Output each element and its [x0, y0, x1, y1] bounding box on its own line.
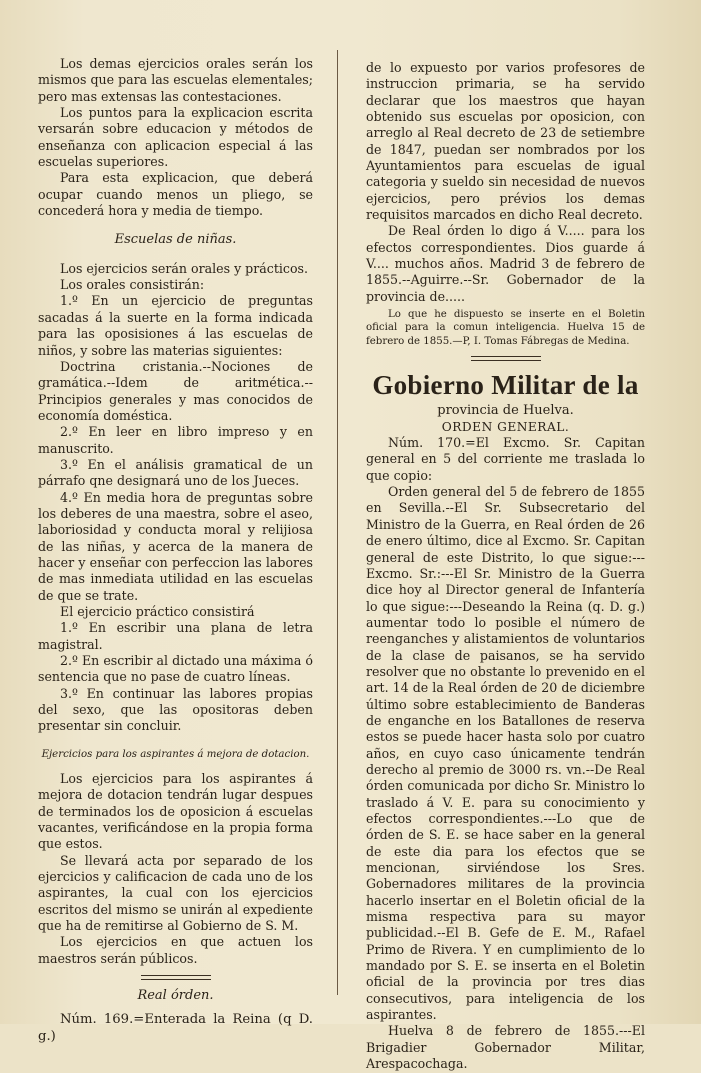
- paragraph: de lo expuesto por varios profesores de instruccion primaria, se ha servido declarar que los maestros que hayan obtenido sus escuelas por oposicion, con arreglo al Real decreto de 23 de setiembre de 1847, puedan ser nombrados por los Ayuntamientos para escuelas de igual categoria y sueldo sin necesidad de nuevos ejercicios, pero prévios los demas requisitos marcados en dicho Real decreto.: [366, 60, 645, 223]
- paragraph: 1.º En escribir una plana de letra magistral.: [38, 620, 313, 652]
- paragraph: Los ejercicios en que actuen los maestros serán públicos.: [38, 934, 313, 966]
- paragraph: Los puntos para la explicacion escrita versarán sobre educacion y métodos de enseñanza con aplicacion especial á las escuelas superiores.: [38, 105, 313, 170]
- paragraph: 3.º En continuar las labores propias del sexo, que las opositoras deben presentar sin concluir.: [38, 685, 313, 734]
- section-heading: Ejercicios para los aspirantes á mejora de dotacion.: [41, 748, 310, 760]
- paragraph: Los ejercicios serán orales y prácticos.: [60, 260, 309, 276]
- paragraph: Los ejercicios para los aspirantes á mejora de dotacion tendrán lugar despues de terminados los de oposicion á escuelas vacantes, verificándose en la propia forma que estos.: [38, 770, 313, 852]
- column-divider: [337, 50, 338, 995]
- notice-paragraph: Lo que he dispuesto se inserte en el Boletin oficial para la comun inteligencia. Huelva 15 de febrero de 1855.—P, I. Tomas Fábregas de Medina.: [366, 309, 645, 347]
- paragraph: 2.º En escribir al dictado una máxima ó sentencia que no pase de cuatro líneas.: [38, 653, 313, 685]
- paragraph: El ejercicio práctico consistirá: [60, 604, 255, 619]
- section-subtitle: provincia de Huelva.: [437, 402, 574, 418]
- paragraph: 1.º En un ejercicio de preguntas sacadas á la suerte en la forma indicada para las oposisiones á las escuelas de niños, y sobre las materias siguientes:: [38, 293, 313, 358]
- section-heading: Real órden.: [137, 988, 214, 1004]
- paragraph: Orden general del 5 de febrero de 1855 en Sevilla.--El Sr. Subsecretario del Ministro de la Guerra, en Real órden de 26 de enero último, dice al Excmo. Sr. Capitan general de este Distrito, lo que sigue:---Excmo. Sr.:---El Sr. Ministro de la Guerra dice hoy al Director general de Infantería lo que sigue:---Deseando la Reina (q. D. g.) aumentar todo lo posible el número de reenganches y alistamientos de voluntarios de la clase de paisanos, se ha servido resolver que no obstante lo prevenido en el art. 14 de la Real órden de 20 de diciembre último sobre establecimiento de Banderas de enganche en los Batallones de reserva estos se puede hacer hasta solo por cuatro años, en cuyo caso únicamente tendrán derecho al premio de 3000 rs. vn.--De Real órden comunicada por dicho Sr. Ministro lo traslado á V. E. para su conocimiento y efectos correspondientes.---Lo que de órden de S. E. se hace saber en la general de este dia para los efectos que se mencionan, sirviéndose los Sres. Gobernadores militares de la provincia hacerlo insertar en el Boletin oficial de la misma respectiva para su mayor publicidad.--El B. Gefe de E. M., Rafael Primo de Rivera. Y en cumplimiento de lo mandado por S. E. se inserta en el Boletin oficial de la provincia por tres dias consecutivos, para inteligencia de los aspirantes.: [366, 484, 645, 1023]
- section-label: ORDEN GENERAL.: [441, 419, 570, 434]
- section-title: Gobierno Militar de la: [372, 369, 639, 400]
- paragraph: Para esta explicacion, que deberá ocupar cuando menos un pliego, se concederá hora y media de tiempo.: [38, 170, 313, 219]
- paragraph: Huelva 8 de febrero de 1855.---El Brigadier Gobernador Militar, Arespacochaga.: [366, 1023, 645, 1072]
- paragraph: Núm. 170.=El Excmo. Sr. Capitan general en 5 del corriente me traslada lo que copio:: [366, 435, 645, 483]
- paragraph: De Real órden lo digo á V..... para los efectos correspondientes. Dios guarde á V.... muchos años. Madrid 3 de febrero de 1855.--Aguirre.--Sr. Gobernador de la provincia de.....: [366, 223, 645, 304]
- paragraph: Los orales consistirán:: [60, 277, 205, 293]
- section-heading: Escuelas de niñas.: [114, 232, 237, 248]
- left-column: [38, 56, 313, 1045]
- paragraph: 4.º En media hora de preguntas sobre los deberes de una maestra, sobre el aseo, laboriosidad y conducta moral y relijiosa de las niñas, y acerca de la manera de hacer y enseñar con perfeccion las labores de mas inmediata utilidad en las escuelas de que se trate.: [38, 489, 313, 603]
- right-column: [366, 60, 645, 1073]
- paragraph: Se llevará acta por separado de los ejercicios y calificacion de cada uno de los aspirantes, la cual con los ejercicios escritos del mismo se unirán al expediente que ha de remitirse al Gobierno de S. M.: [38, 852, 313, 934]
- paragraph: Doctrina cristania.--Nociones de gramática.--Idem de aritmética.--Principios generales y mas conocidos de economía doméstica.: [38, 358, 313, 423]
- paragraph: Núm. 169.=Enterada la Reina (q D. g.): [38, 1012, 313, 1044]
- separator-rule: [141, 975, 211, 980]
- paragraph: 2.º En leer en libro impreso y en manuscrito.: [38, 424, 313, 456]
- paragraph: Los demas ejercicios orales serán los mismos que para las escuelas elementales; pero mas extensas las contestaciones.: [38, 56, 313, 104]
- separator-rule: [471, 356, 541, 361]
- paragraph: 3.º En el análisis gramatical de un párrafo qne designará uno de los Jueces.: [38, 456, 313, 489]
